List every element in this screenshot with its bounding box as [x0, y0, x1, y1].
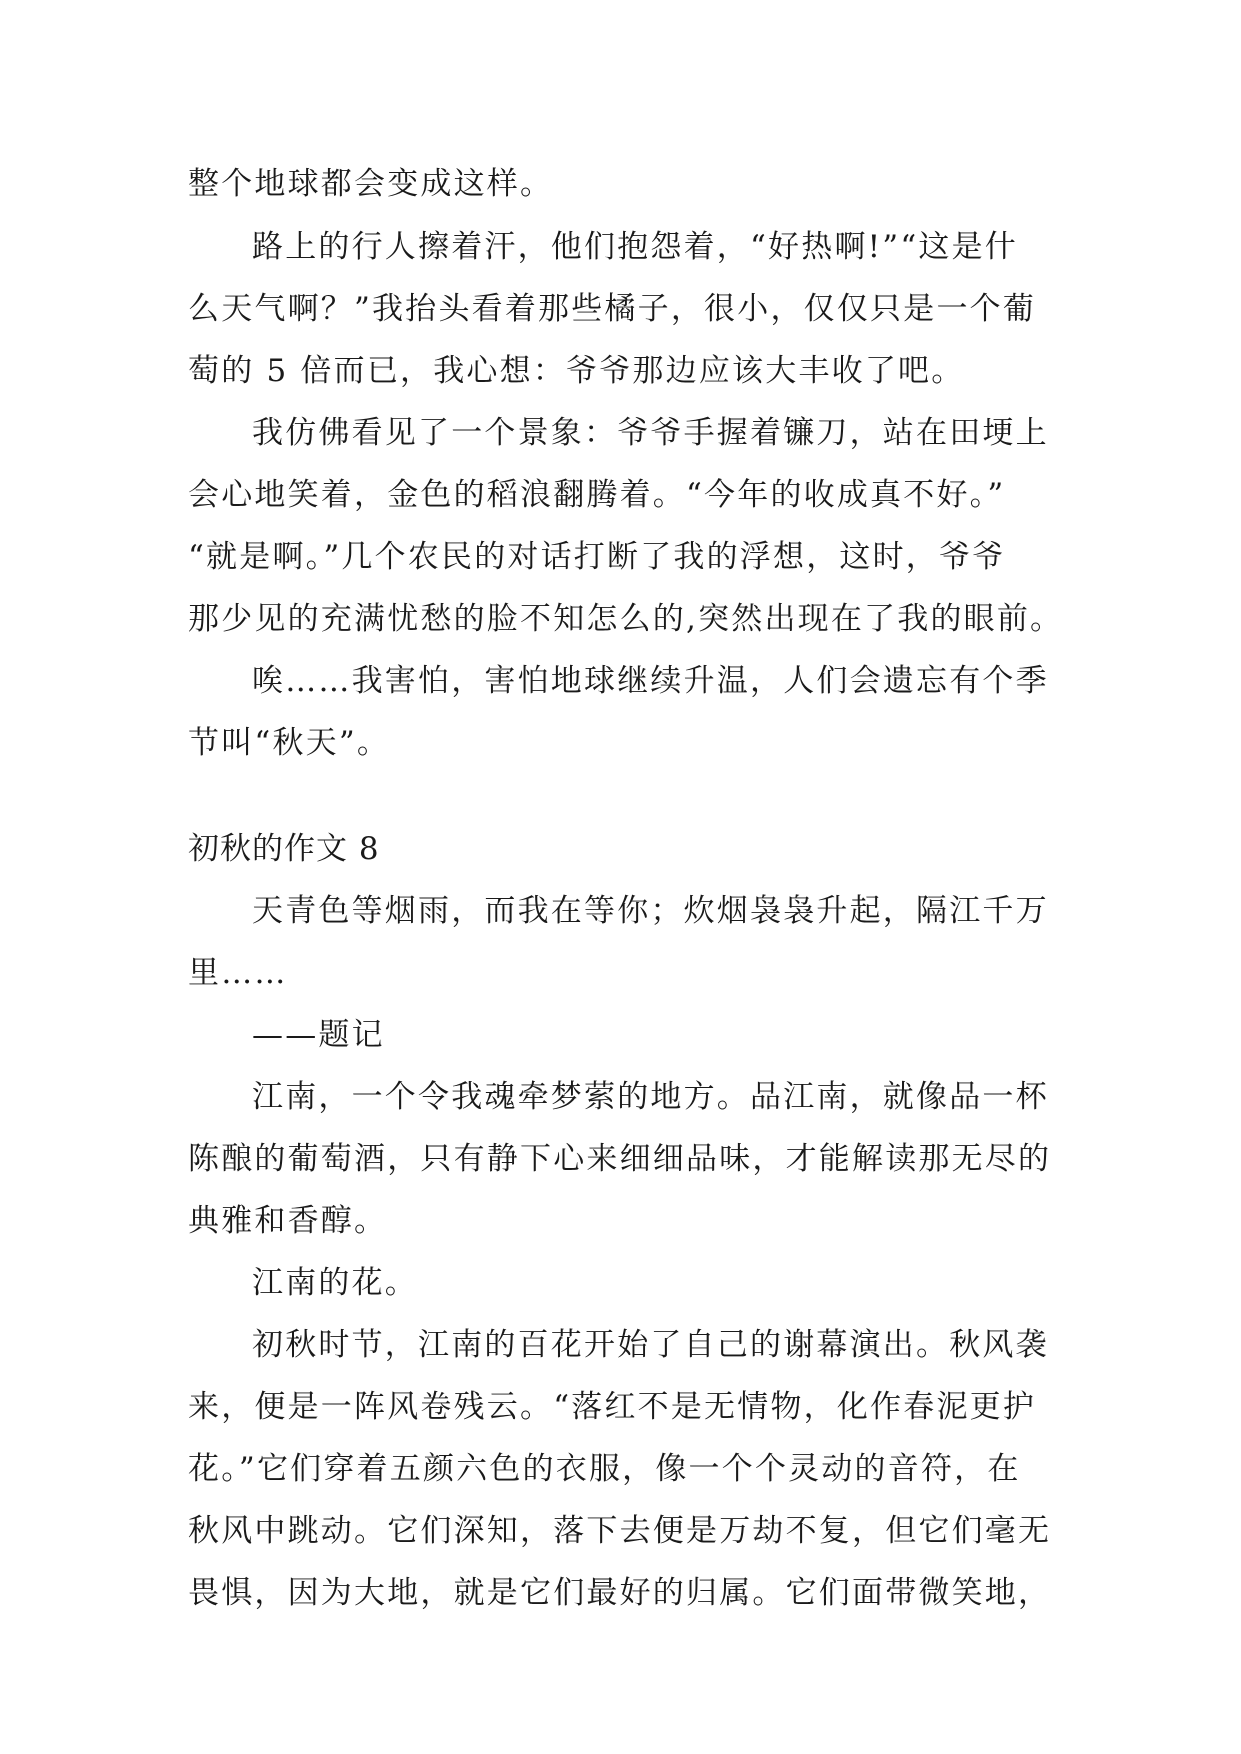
essay-title: 初秋的作文 8 — [188, 831, 380, 867]
text-line: 畏惧，因为大地，就是它们最好的归属。它们面带微笑地， — [188, 1575, 1052, 1611]
paragraph-start-line: 天青色等烟雨，而我在等你；炊烟袅袅升起，隔江千万 — [252, 893, 1049, 929]
paragraph-start-line: 我仿佛看见了一个景象：爷爷手握着镰刀，站在田埂上 — [252, 415, 1049, 451]
paragraph-start-line: 路上的行人擦着汗，他们抱怨着，“好热啊!”“这是什 — [252, 229, 1018, 265]
epigraph-attribution: ——题记 — [252, 1017, 385, 1053]
paragraph-start-line: 唉……我害怕，害怕地球继续升温，人们会遗忘有个季 — [252, 663, 1049, 699]
text-line: 那少见的充满忧愁的脸不知怎么的,突然出现在了我的眼前。 — [188, 601, 1064, 637]
text-line: 么天气啊？”我抬头看着那些橘子，很小，仅仅只是一个葡 — [188, 291, 1037, 327]
text-line: 整个地球都会变成这样。 — [188, 166, 554, 202]
text-line: 节叫“秋天”。 — [188, 725, 391, 761]
section-heading: 江南的花。 — [252, 1265, 418, 1301]
text-line: 萄的 5 倍而已，我心想：爷爷那边应该大丰收了吧。 — [188, 353, 965, 389]
text-line: 典雅和香醇。 — [188, 1203, 388, 1239]
text-line: 里…… — [188, 955, 288, 991]
text-line: 陈酿的葡萄酒，只有静下心来细细品味，才能解读那无尽的 — [188, 1141, 1052, 1177]
text-line: 会心地笑着，金色的稻浪翻腾着。“今年的收成真不好。” — [188, 477, 1006, 513]
text-line: 来，便是一阵风卷残云。“落红不是无情物，化作春泥更护 — [188, 1389, 1037, 1425]
text-line: 花。”它们穿着五颜六色的衣服，像一个个灵动的音符，在 — [188, 1451, 1021, 1487]
paragraph-start-line: 初秋时节，江南的百花开始了自己的谢幕演出。秋风袭 — [252, 1327, 1049, 1363]
text-line: “就是啊。”几个农民的对话打断了我的浮想，这时，爷爷 — [188, 539, 1006, 575]
text-line: 秋风中跳动。它们深知，落下去便是万劫不复，但它们毫无 — [188, 1513, 1052, 1549]
paragraph-start-line: 江南，一个令我魂牵梦萦的地方。品江南，就像品一杯 — [252, 1079, 1049, 1115]
